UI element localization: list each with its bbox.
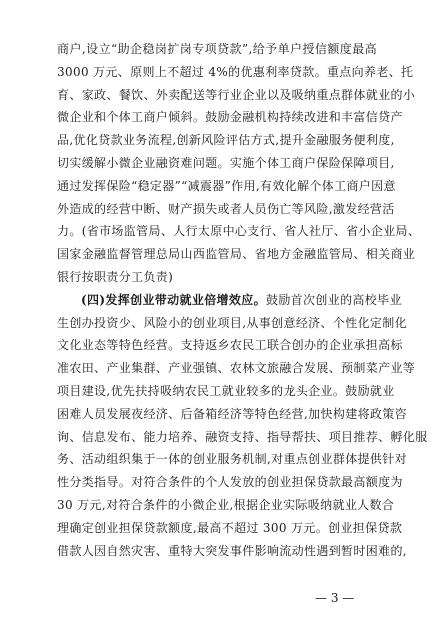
line-text: 商户,设立“助企稳岗扩岗专项贷款”,给予单户授信额度最高: [57, 42, 377, 56]
text-line: [57, 84, 416, 107]
text-line: [57, 312, 407, 335]
text-line: [57, 403, 407, 426]
line-text: 力。(省市场监管局、人行太原中心支行、省人社厅、省小企业局、: [57, 224, 421, 239]
text-line: [57, 289, 402, 312]
line-text: 3000 万元、原则上不超过 4%的优惠利率贷款。重点向养老、托: [57, 64, 414, 79]
text-line: [57, 220, 421, 243]
text-line: [57, 266, 377, 289]
text-line: [57, 152, 395, 175]
line-text: 育、家政、餐饮、外卖配送等行业企业以及吸纳重点群体就业的小: [57, 87, 416, 102]
line-text: 困难人员发展夜经济、后备箱经济等特色经营,加快构建将政策咨: [57, 406, 407, 421]
line-text: 务、活动组织集于一体的创业服务机制,对重点创业群体提供针对: [57, 452, 407, 467]
text-line: [57, 517, 403, 540]
text-line: [57, 61, 414, 84]
text-line: [57, 426, 428, 449]
line-text: 外造成的经营中断、财产损失或者人员伤亡等风险,激发经营活: [57, 201, 395, 216]
text-line: [57, 334, 403, 357]
line-text: 理确定创业担保贷款额度,最高不超过 300 万元。创业担保贷款: [57, 520, 403, 535]
text-line: [57, 129, 395, 152]
line-text: 通过发挥保险“稳定器”“减震器”作用,有效化解个体工商户因意: [57, 178, 396, 193]
line-text: 国家金融监督管理总局山西监管局、省地方金融监管局、相关商业: [57, 247, 416, 262]
line-text: 切实缓解小微企业融资难问题。实施个体工商户保险保障项目,: [57, 155, 395, 170]
line-text: 借款人因自然灾害、重特大突发事件影响流动性遇到暂时困难的,: [57, 543, 407, 558]
line-text: 项目建设,优先扶持吸纳农民工就业较多的龙头企业。鼓励就业: [57, 383, 395, 398]
section-heading: (四)发挥创业带动就业倍增效应。: [81, 292, 266, 307]
line-text: 生创办投资少、风险小的创业项目,从事创意经济、个性化定制化: [57, 315, 407, 330]
text-line: [57, 243, 416, 266]
line-text: 准农田、产业集群、产业强镇、农林文旅融合发展、预制菜产业等: [57, 361, 416, 376]
text-line: [57, 448, 407, 471]
line-text: 性分类指导。对符合条件的个人发放的创业担保贷款最高额度为: [57, 475, 403, 490]
line-text: 文化业态等特色经营。支持返乡农民工联合创办的企业承担高标: [57, 338, 403, 353]
line-text: 询、信息发布、能力培养、融资支持、指导帮扶、项目推荐、孵化服: [57, 429, 428, 444]
text-line: [57, 494, 395, 517]
text-line: [57, 175, 396, 198]
text-line: [57, 380, 395, 403]
text-line: [57, 357, 416, 380]
line-text: 鼓励首次创业的高校毕业: [265, 292, 402, 307]
text-line: [57, 198, 395, 221]
line-text: 微企业和个体工商户倾斜。鼓励金融机构持续改进和丰富信贷产: [57, 110, 403, 125]
line-text: 银行按职责分工负责): [57, 269, 174, 284]
page-number: — 3 —: [315, 591, 355, 605]
text-line: [57, 106, 403, 129]
text-line: [57, 471, 403, 494]
line-text: 品,优化贷款业务流程,创新风险评估方式,提升金融服务便利度,: [57, 133, 395, 148]
text-line: [57, 38, 377, 61]
line-text: 30 万元,对符合条件的小微企业,根据企业实际吸纳就业人数合: [57, 497, 395, 512]
body-text: [57, 38, 428, 562]
text-line: [57, 540, 407, 563]
